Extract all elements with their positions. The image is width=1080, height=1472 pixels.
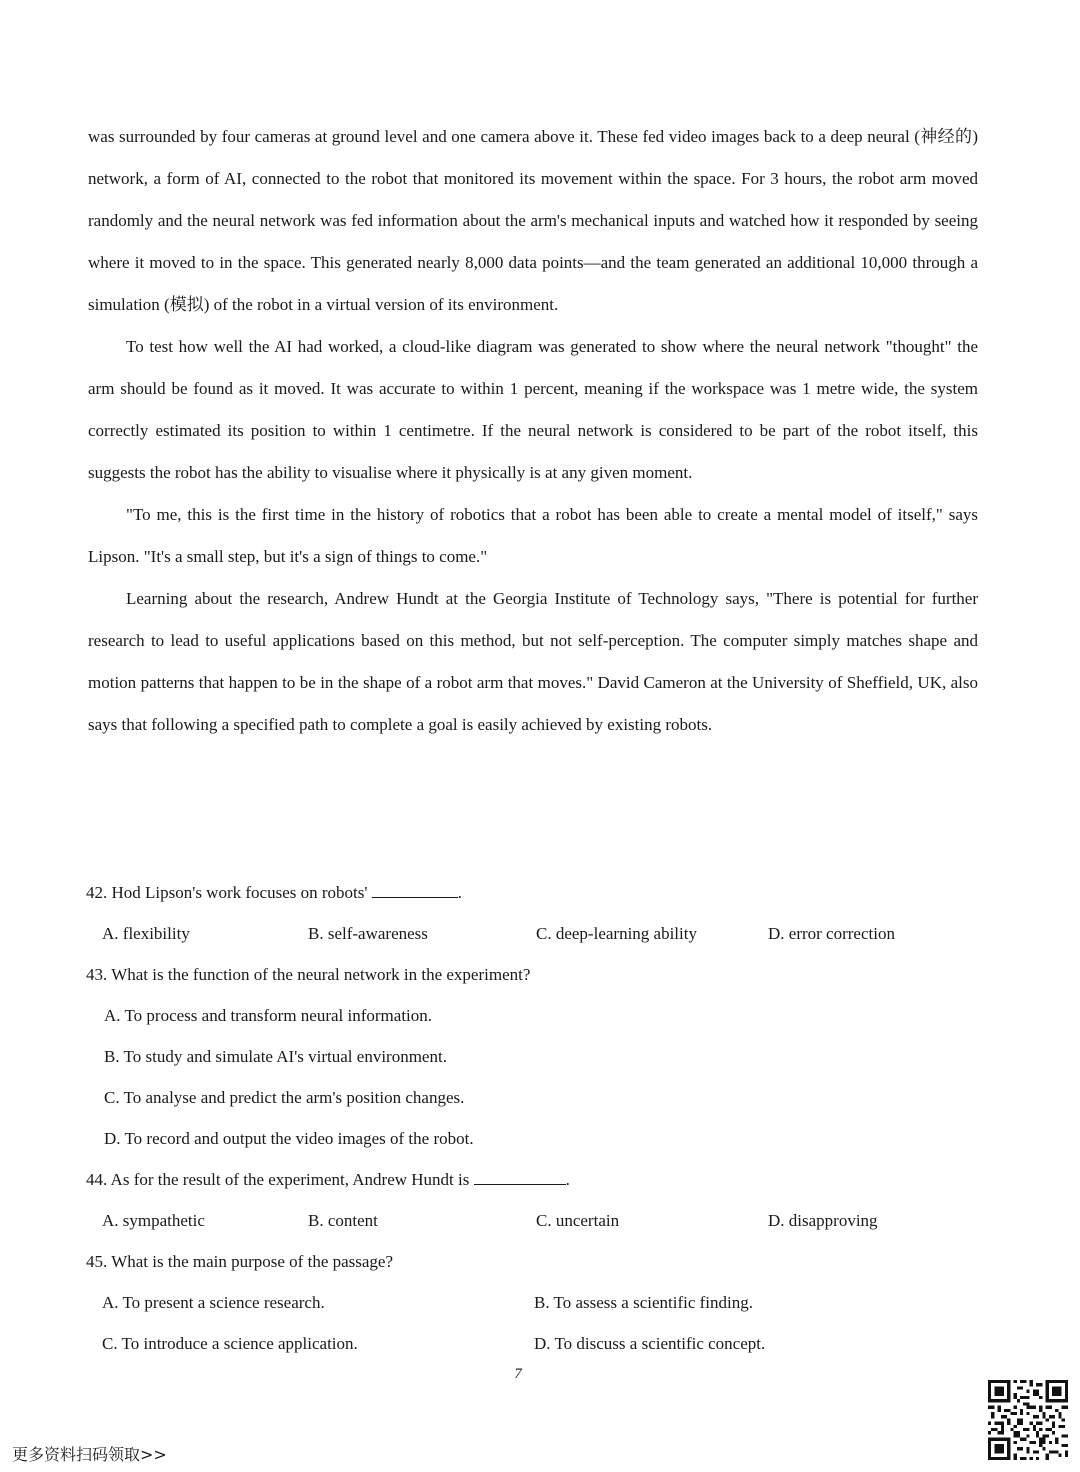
option-a[interactable]: A. To process and transform neural information. <box>104 1006 433 1025</box>
option-a[interactable]: A. sympathetic <box>102 1211 205 1230</box>
option-a[interactable]: A. To present a science research. <box>102 1293 325 1312</box>
option-d[interactable]: D. disapproving <box>768 1211 878 1230</box>
option-b[interactable]: B. To study and simulate AI's virtual environment. <box>104 1047 447 1066</box>
option-b[interactable]: B. content <box>308 1211 378 1230</box>
qr-code-icon[interactable] <box>988 1380 1068 1460</box>
option-c[interactable]: C. uncertain <box>536 1211 620 1230</box>
option-c[interactable]: C. deep-learning ability <box>536 924 697 943</box>
option-c[interactable]: C. To analyse and predict the arm's position changes. <box>104 1088 465 1107</box>
option-d[interactable]: D. To discuss a scientific concept. <box>534 1334 766 1353</box>
question-44-options <box>86 1200 986 1241</box>
passage-paragraph-4: Learning about the research, Andrew Hundt at the Georgia Institute of Technology says, "There is potential for further research to lead to useful applications based on this method, but not self-perception. The computer simply matches shape and motion patterns that happen to be in the shape of a robot arm that moves." David Cameron at the University of Sheffield, UK, also says that following a specified path to complete a goal is easily achieved by existing robots. <box>88 589 978 734</box>
footer-promo-text[interactable]: 更多资料扫码领取>> <box>12 1445 167 1464</box>
question-42 <box>86 872 986 954</box>
question-list <box>86 872 986 1364</box>
question-45-stem: 45. What is the main purpose of the passage? <box>86 1252 394 1271</box>
option-b[interactable]: B. To assess a scientific finding. <box>534 1293 753 1312</box>
question-44 <box>86 1159 986 1241</box>
question-45 <box>86 1241 986 1364</box>
answer-blank <box>372 881 458 898</box>
question-43-stem: 43. What is the function of the neural network in the experiment? <box>86 965 531 984</box>
question-42-end: . <box>457 883 462 902</box>
page-number: 7 <box>514 1366 522 1382</box>
passage-paragraph-3: "To me, this is the first time in the history of robotics that a robot has been able to create a mental model of itself," says Lipson. "It's a small step, but it's a sign of things to come." <box>88 505 978 566</box>
option-b[interactable]: B. self-awareness <box>308 924 428 943</box>
option-a[interactable]: A. flexibility <box>102 924 190 943</box>
option-d[interactable]: D. To record and output the video images of the robot. <box>104 1129 474 1148</box>
question-44-stem: 44. As for the result of the experiment, Andrew Hundt is <box>86 1170 470 1189</box>
reading-passage <box>88 116 978 746</box>
question-42-options <box>86 913 986 954</box>
question-45-options-row-2 <box>86 1323 986 1364</box>
passage-paragraph-1: was surrounded by four cameras at ground level and one camera above it. These fed video images back to a deep neural (神经的) network, a form of AI, connected to the robot that monitored its movement within the space. For 3 hours, the robot arm moved randomly and the neural network was fed information about the arm's mechanical inputs and watched how it responded by seeing where it moved to in the space. This generated nearly 8,000 data points—and the team generated an additional 10,000 through a simulation (模拟) of the robot in a virtual version of its environment. <box>88 127 978 314</box>
passage-paragraph-2: To test how well the AI had worked, a cloud-like diagram was generated to show where the neural network "thought" the arm should be found as it moved. It was accurate to within 1 percent, meaning if the workspace was 1 metre wide, the system correctly estimated its position to within 1 centimetre. If the neural network is considered to be part of the robot itself, this suggests the robot has the ability to visualise where it physically is at any given moment. <box>88 337 978 482</box>
question-43 <box>86 954 986 1159</box>
answer-blank <box>474 1168 566 1185</box>
question-42-stem: 42. Hod Lipson's work focuses on robots' <box>86 883 368 902</box>
question-44-end: . <box>565 1170 570 1189</box>
option-d[interactable]: D. error correction <box>768 924 895 943</box>
question-45-options-row-1 <box>86 1282 986 1323</box>
option-c[interactable]: C. To introduce a science application. <box>102 1334 358 1353</box>
